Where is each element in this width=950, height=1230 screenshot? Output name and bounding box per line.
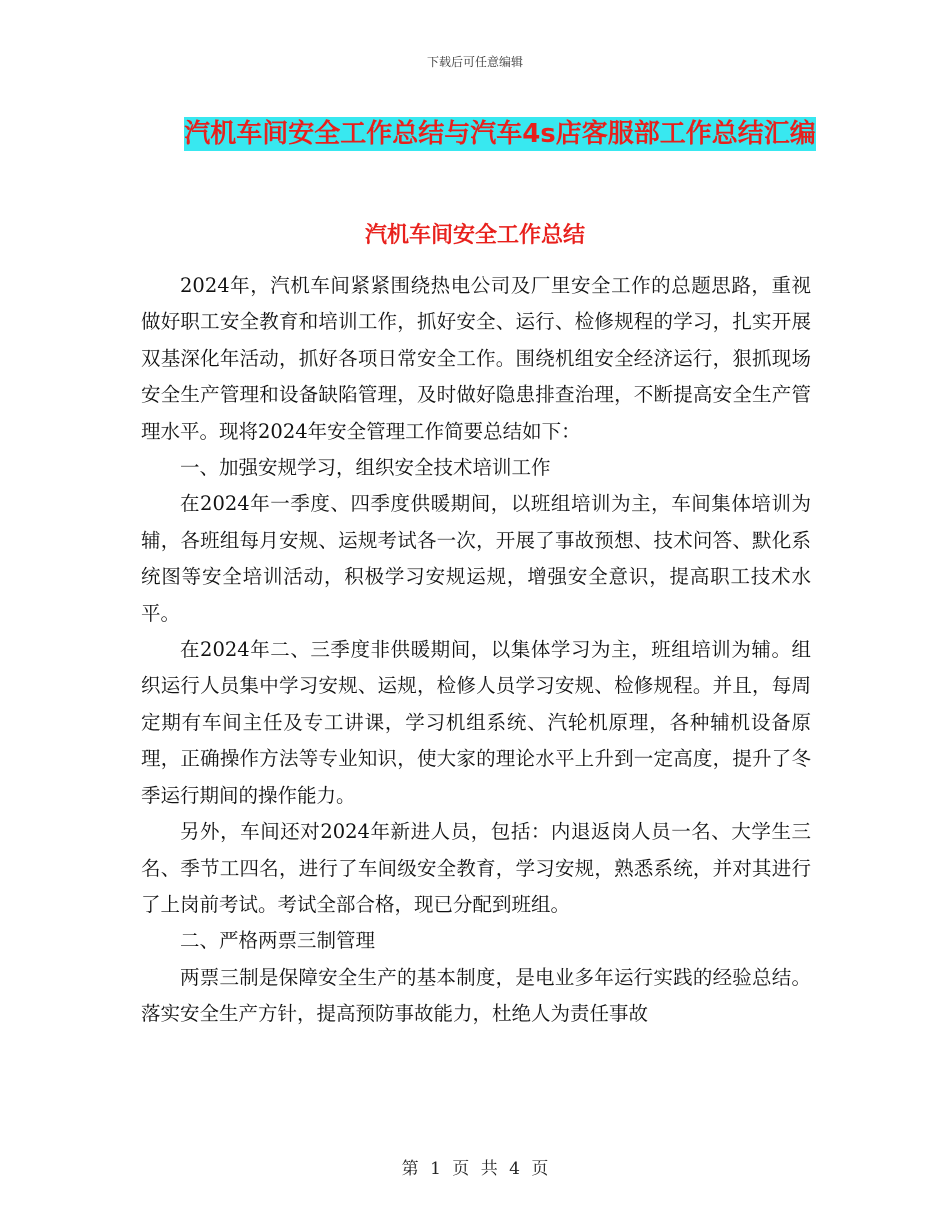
document-body — [141, 268, 811, 1033]
document-title-text: 汽机车间安全工作总结与汽车4s店客服部工作总结汇编 — [184, 119, 816, 149]
body-paragraph: 在2024年二、三季度非供暖期间，以集体学习为主，班组培训为辅。组织运行人员集中学习安规、运规，检修人员学习安规、检修规程。并且，每周定期有车间主任及专工讲课，学习机组系统、汽轮机原理，各种辅机设备原理，正确操作方法等专业知识，使大家的理论水平上升到一定高度，提升了冬季运行期间的操作能力。 — [141, 638, 811, 807]
body-paragraph: 在2024年一季度、四季度供暖期间，以班组培训为主，车间集体培训为辅，各班组每月安规、运规考试各一次，开展了事故预想、技术问答、默化系统图等安全培训活动，积极学习安规运规，增强安全意识，提高职工技术水平。 — [141, 492, 811, 625]
body-paragraph: 另外，车间还对2024年新进人员，包括：内退返岗人员一名、大学生三名、季节工四名，进行了车间级安全教育，学习安规，熟悉系统，并对其进行了上岗前考试。考试全部合格，现已分配到班组。 — [141, 820, 811, 916]
body-paragraph: 2024年，汽机车间紧紧围绕热电公司及厂里安全工作的总题思路，重视做好职工安全教育和培训工作，抓好安全、运行、检修规程的学习，扎实开展双基深化年活动，抓好各项日常安全工作。围绕机组安全经济运行，狠抓现场安全生产管理和设备缺陷管理，及时做好隐患排查治理，不断提高安全生产管理水平。现将2024年安全管理工作简要总结如下： — [141, 274, 811, 443]
body-paragraph: 两票三制是保障安全生产的基本制度，是电业多年运行实践的经验总结。落实安全生产方针，提高预防事故能力，杜绝人为责任事故 — [141, 965, 811, 1026]
page-number: 第 1 页 共 4 页 — [401, 1159, 549, 1179]
document-title — [150, 108, 850, 160]
page-header-note: 下载后可任意编辑 — [426, 55, 523, 69]
body-heading-2: 二、严格两票三制管理 — [180, 929, 376, 953]
section-title: 汽机车间安全工作总结 — [364, 223, 585, 248]
body-heading-1: 一、加强安规学习，组织安全技术培训工作 — [180, 456, 551, 480]
